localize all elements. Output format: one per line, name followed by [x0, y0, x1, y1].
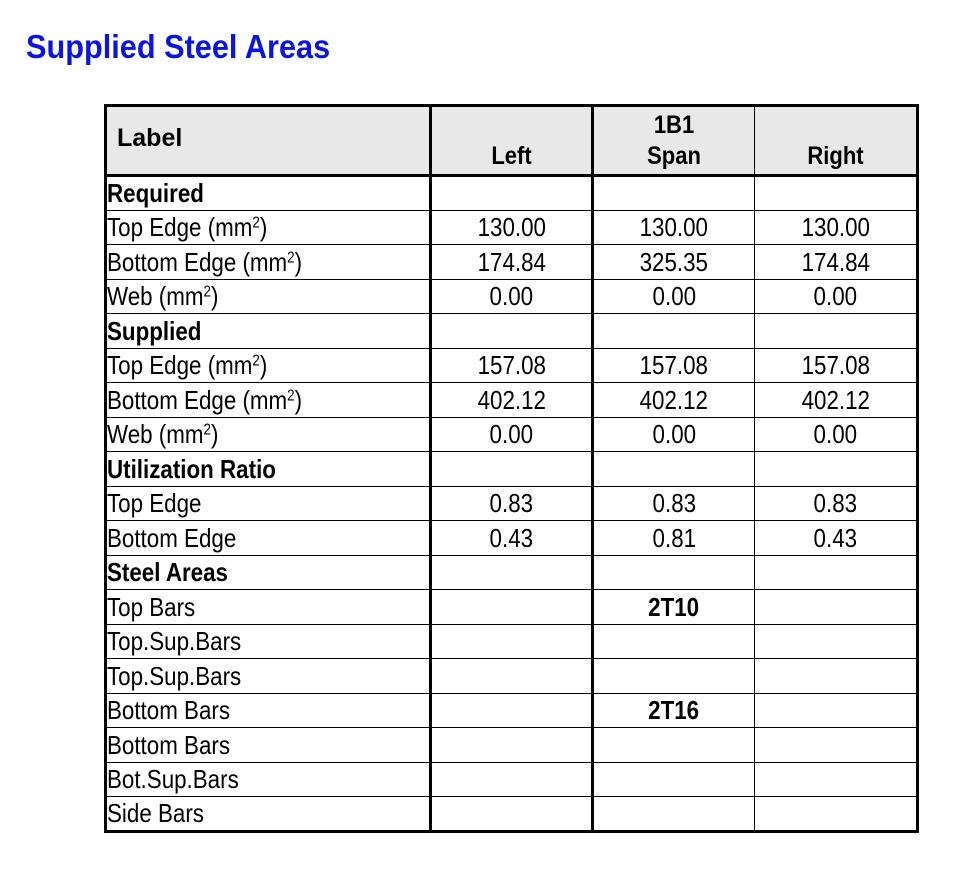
table-row	[106, 797, 918, 832]
row-label-name: Top Edge (mm	[107, 212, 253, 243]
cell-right	[755, 245, 918, 280]
row-label-text	[107, 315, 201, 347]
cell-right	[755, 176, 918, 211]
cell-span	[593, 521, 755, 556]
row-label	[106, 245, 431, 280]
cell-value: 0.00	[652, 281, 696, 312]
cell-left	[431, 486, 593, 521]
cell-span	[593, 486, 755, 521]
row-label-text	[107, 797, 204, 829]
unit-exponent: 2	[287, 249, 295, 267]
cell-value: 402.12	[801, 384, 870, 415]
unit-exponent: 2	[252, 352, 260, 370]
row-label-text: Bottom Edge $(mm^2)$	[107, 246, 303, 277]
cell-span	[593, 555, 755, 590]
cell-left	[431, 728, 593, 763]
cell-right	[755, 659, 918, 694]
row-label-text	[107, 487, 201, 519]
row-label	[106, 417, 431, 452]
section-label	[106, 555, 431, 590]
row-label-text: Web $(mm^2)$	[107, 419, 219, 450]
row-label	[106, 521, 431, 556]
cell-value: 0.43	[813, 522, 858, 553]
cell-left	[431, 417, 593, 452]
section-row	[106, 314, 918, 349]
cell-value: 0.00	[489, 281, 534, 312]
cell-left	[431, 624, 593, 659]
row-label-text	[107, 177, 204, 209]
table-row	[106, 693, 918, 728]
table-row	[106, 486, 918, 521]
page-title: Supplied Steel Areas	[26, 28, 331, 65]
row-label-text	[107, 522, 236, 554]
row-label	[106, 762, 431, 797]
row-label-name: Top Edge (mm	[107, 350, 253, 381]
cell-value: 0.83	[813, 488, 858, 519]
header-left-line2: Left	[491, 142, 532, 170]
row-label	[106, 348, 431, 383]
row-label-name: Top Edge	[107, 488, 202, 519]
row-label-text: Bottom Edge $(mm^2)$	[107, 384, 303, 415]
cell-value: 157.08	[801, 350, 870, 381]
unit-exponent: 2	[287, 387, 295, 405]
section-row	[106, 452, 918, 487]
cell-left	[431, 797, 593, 832]
unit-exponent: 2	[252, 214, 260, 232]
cell-value: 157.08	[639, 350, 709, 381]
section-label	[106, 452, 431, 487]
row-label-name: Top Bars	[107, 591, 196, 622]
row-label-text	[107, 453, 276, 485]
cell-value: 157.08	[477, 350, 546, 381]
cell-span	[593, 417, 755, 452]
cell-right	[755, 348, 918, 383]
cell-left	[431, 210, 593, 245]
cell-span	[593, 762, 755, 797]
row-label	[106, 797, 431, 832]
cell-value: 130.00	[801, 212, 870, 243]
table-row	[106, 762, 918, 797]
cell-left	[431, 693, 593, 728]
unit-exponent: 2	[203, 421, 211, 439]
table-row	[106, 383, 918, 418]
row-label	[106, 728, 431, 763]
cell-span	[593, 797, 755, 832]
cell-left	[431, 555, 593, 590]
cell-value: 174.84	[801, 246, 870, 277]
row-label-name: Web (mm	[107, 419, 204, 450]
cell-span	[593, 659, 755, 694]
cell-right	[755, 521, 918, 556]
cell-right	[755, 314, 918, 349]
table-row	[106, 245, 918, 280]
cell-left	[431, 348, 593, 383]
cell-right	[755, 624, 918, 659]
cell-right	[755, 452, 918, 487]
row-label-text	[107, 556, 228, 588]
section-row	[106, 555, 918, 590]
cell-span	[593, 452, 755, 487]
cell-value: 402.12	[639, 384, 709, 415]
table-row	[106, 210, 918, 245]
section-label	[106, 314, 431, 349]
table-row	[106, 348, 918, 383]
cell-right	[755, 417, 918, 452]
cell-right	[755, 210, 918, 245]
cell-left	[431, 383, 593, 418]
cell-value: 130.00	[639, 212, 709, 243]
row-label-text: Web $(mm^2)$	[107, 281, 219, 312]
row-label-name: Required	[107, 178, 204, 209]
cell-value: 0.83	[489, 488, 534, 519]
cell-right	[755, 486, 918, 521]
header-left	[431, 106, 593, 176]
section-row	[106, 176, 918, 211]
cell-left	[431, 590, 593, 625]
row-label	[106, 210, 431, 245]
row-label-name: Utilization Ratio	[107, 453, 276, 484]
cell-right	[755, 762, 918, 797]
header-right	[755, 106, 918, 176]
row-label-name: Bottom Edge (mm	[107, 246, 288, 277]
row-label-name: Bottom Edge	[107, 522, 237, 553]
row-label-text	[107, 591, 195, 623]
cell-left	[431, 762, 593, 797]
cell-left	[431, 452, 593, 487]
cell-value: 2T16	[648, 695, 700, 726]
cell-left	[431, 659, 593, 694]
cell-right	[755, 797, 918, 832]
cell-value: 0.43	[489, 522, 534, 553]
row-label	[106, 624, 431, 659]
cell-value: 0.81	[652, 522, 696, 553]
cell-value: 0.00	[489, 419, 534, 450]
header-span	[593, 106, 755, 176]
cell-left	[431, 279, 593, 314]
table-row	[106, 659, 918, 694]
cell-span	[593, 210, 755, 245]
row-label-name: Top.Sup.Bars	[107, 660, 242, 691]
row-label	[106, 383, 431, 418]
row-label	[106, 693, 431, 728]
table-row	[106, 521, 918, 556]
cell-value: 325.35	[639, 246, 709, 277]
cell-span	[593, 590, 755, 625]
cell-left	[431, 245, 593, 280]
row-label-name: Web (mm	[107, 281, 204, 312]
unit-exponent: 2	[203, 283, 211, 301]
row-label-name: Top.Sup.Bars	[107, 626, 242, 657]
table-row	[106, 590, 918, 625]
row-label-name: Bot.Sup.Bars	[107, 764, 239, 795]
cell-right	[755, 383, 918, 418]
table-header	[106, 106, 918, 176]
row-label-name: Steel Areas	[107, 557, 228, 588]
header-row	[106, 106, 918, 176]
cell-value: 0.00	[813, 419, 858, 450]
row-label-text	[107, 729, 230, 761]
cell-value: 0.00	[813, 281, 858, 312]
header-span-line1: 1B1	[653, 111, 695, 139]
table-row	[106, 728, 918, 763]
header-right-line2: Right	[807, 142, 864, 170]
row-label-name: Bottom Bars	[107, 729, 231, 760]
cell-right	[755, 590, 918, 625]
cell-right	[755, 279, 918, 314]
row-label-name: Bottom Edge (mm	[107, 384, 288, 415]
table-body	[106, 176, 918, 832]
cell-span	[593, 383, 755, 418]
cell-value: 0.83	[652, 488, 696, 519]
cell-right	[755, 693, 918, 728]
cell-value: 402.12	[477, 384, 546, 415]
cell-left	[431, 176, 593, 211]
cell-right	[755, 555, 918, 590]
header-span-line2: Span	[647, 142, 701, 170]
row-label	[106, 659, 431, 694]
row-label-text: Top Edge $(mm^2)$	[107, 350, 268, 381]
cell-span	[593, 314, 755, 349]
row-label-name: Bottom Bars	[107, 695, 231, 726]
cell-value: 130.00	[477, 212, 546, 243]
row-label	[106, 279, 431, 314]
cell-span	[593, 693, 755, 728]
cell-left	[431, 521, 593, 556]
cell-value: 2T10	[648, 591, 700, 622]
table-row	[106, 279, 918, 314]
table-row	[106, 624, 918, 659]
cell-value: 0.00	[652, 419, 696, 450]
cell-span	[593, 245, 755, 280]
row-label-text	[107, 694, 230, 726]
row-label-name: Supplied	[107, 315, 202, 346]
cell-value: 174.84	[477, 246, 546, 277]
cell-right	[755, 728, 918, 763]
table-row	[106, 417, 918, 452]
cell-span	[593, 279, 755, 314]
cell-span	[593, 728, 755, 763]
cell-left	[431, 314, 593, 349]
cell-span	[593, 348, 755, 383]
row-label-text: Top Edge $(mm^2)$	[107, 212, 268, 243]
section-label	[106, 176, 431, 211]
row-label-text	[107, 763, 239, 795]
header-label: Label	[106, 106, 431, 176]
row-label-text	[107, 660, 241, 692]
cell-span	[593, 624, 755, 659]
steel-areas-table	[104, 104, 919, 833]
row-label	[106, 590, 431, 625]
row-label-text	[107, 625, 241, 657]
cell-span	[593, 176, 755, 211]
row-label	[106, 486, 431, 521]
row-label-name: Side Bars	[107, 798, 204, 829]
